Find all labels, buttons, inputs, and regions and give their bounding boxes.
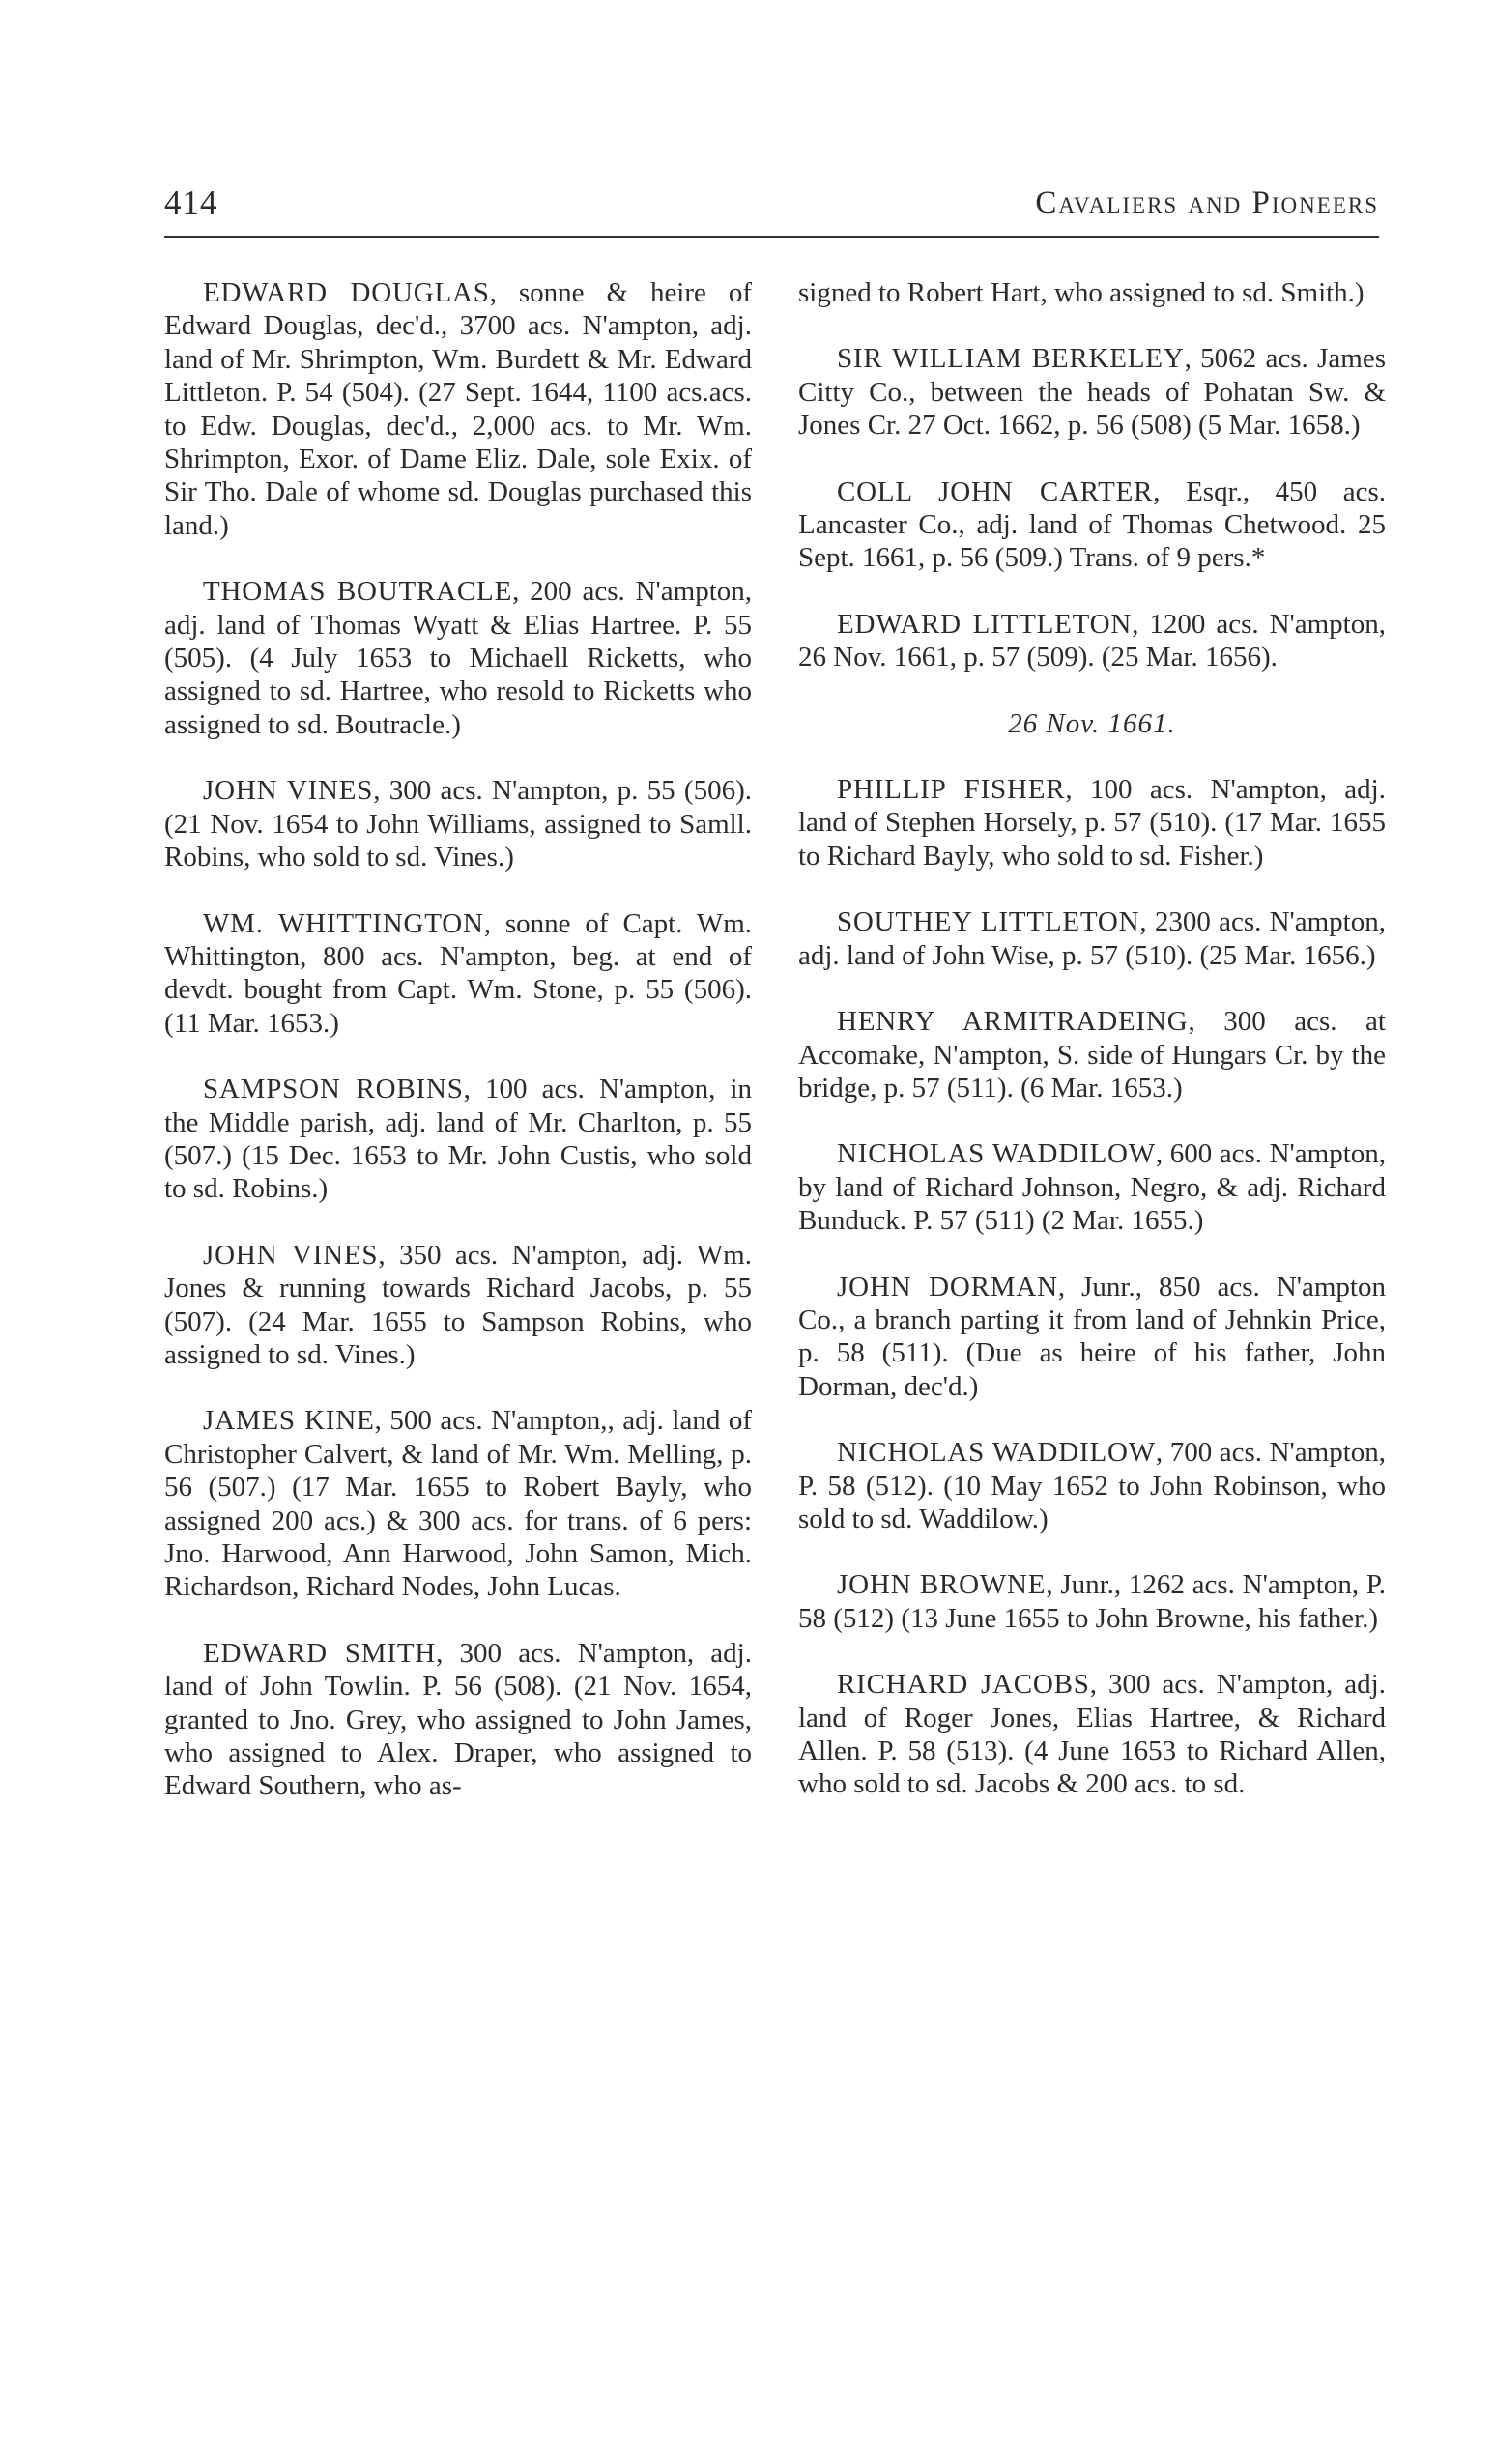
entry-continuation: signed to Robert Hart, who assigned to sd. Smith.) <box>798 277 1365 308</box>
entry-edward-littleton <box>798 608 1386 674</box>
entry-name: SAMPSON ROBINS <box>203 1074 464 1105</box>
entry-james-kine <box>164 1404 752 1603</box>
entry-text: , Junr., 1262 acs. N'ampton, P. 58 (512) (13 June 1655 to John Browne, his father.) <box>798 1569 1386 1634</box>
entry-name: NICHOLAS WADDILOW <box>837 1437 1156 1469</box>
entry-name: WM. WHITTINGTON <box>203 907 484 939</box>
entry-text: , 300 acs. N'ampton, adj. land of John Towlin. P. 56 (508). (21 Nov. 1654, granted to Jno. Grey, who assigned to John James, who assigned to Alex. Draper, who assigned to Edward Southern, who as- <box>164 1637 752 1802</box>
entry-john-vines-300 <box>164 774 752 874</box>
entry-text: , 200 acs. N'ampton, adj. land of Thomas Wyatt & Elias Hartree. P. 55 (505). (4 July 1653 to Michaell Ricketts, who assigned to sd. Hartree, who resold to Ricketts who assigned to sd. Boutracle.) <box>164 576 752 740</box>
entry-text: , sonne of Capt. Wm. Whittington, 800 acs. N'ampton, beg. at end of devdt. bought from Capt. Wm. Stone, p. 55 (506). (11 Mar. 1653.) <box>164 907 752 1039</box>
entry-name: JAMES KINE <box>203 1405 375 1437</box>
entry-name: NICHOLAS WADDILOW <box>837 1138 1156 1170</box>
entry-coll-john-carter <box>798 475 1386 575</box>
entry-text: , 5062 acs. James Citty Co., between the heads of Pohatan Sw. & Jones Cr. 27 Oct. 1662, p. 56 (508) (5 Mar. 1658.) <box>798 343 1386 442</box>
date-heading: 26 Nov. 1661. <box>1008 707 1176 739</box>
entry-sampson-robins <box>164 1073 752 1206</box>
entry-nicholas-waddilow-600 <box>798 1137 1386 1237</box>
entry-name: JOHN VINES <box>203 1239 379 1271</box>
entry-sir-william-berkeley <box>798 342 1386 442</box>
entry-text: , 2300 acs. N'ampton, adj. land of John Wise, p. 57 (510). (25 Mar. 1656.) <box>798 906 1386 971</box>
right-column <box>798 276 1386 1834</box>
entry-text: , 700 acs. N'ampton, P. 58 (512). (10 May 1652 to John Robinson, who sold to sd. Waddilow.) <box>798 1437 1386 1534</box>
entry-text: , 300 acs. at Accomake, N'ampton, S. side of Hungars Cr. by the bridge, p. 57 (511). (6 Mar. 1653.) <box>798 1006 1386 1103</box>
entry-thomas-boutracle <box>164 575 752 741</box>
entry-name: JOHN VINES <box>203 775 374 807</box>
entry-name: EDWARD DOUGLAS <box>203 277 490 308</box>
entry-text: , Esqr., 450 acs. Lancaster Co., adj. land of Thomas Chetwood. 25 Sept. 1661, p. 56 (509.) Trans. of 9 pers.* <box>798 475 1386 574</box>
entry-name: SIR WILLIAM BERKELEY <box>837 343 1185 375</box>
entry-name: HENRY ARMITRADEING <box>837 1006 1189 1038</box>
entry-name: SOUTHEY LITTLETON <box>837 906 1140 938</box>
entry-text: , 1200 acs. N'ampton, 26 Nov. 1661, p. 57 (509). (25 Mar. 1656). <box>798 608 1386 673</box>
entry-henry-armitradeing <box>798 1005 1386 1104</box>
entry-phillip-fisher <box>798 773 1386 873</box>
page-number: 414 <box>164 184 218 221</box>
entry-text: , 300 acs. N'ampton, p. 55 (506). (21 Nov. 1654 to John Williams, assigned to Samll. Robins, who sold to sd. Vines.) <box>164 775 752 874</box>
entry-edward-douglas <box>164 276 752 542</box>
entry-text: , Junr., 850 acs. N'ampton Co., a branch parting it from land of Jehnkin Price, p. 58 (511). (Due as heire of his father, John Dorman, dec'd.) <box>798 1271 1386 1402</box>
left-column <box>164 276 752 1836</box>
entry-nicholas-waddilow-700 <box>798 1436 1386 1535</box>
entry-text: , 500 acs. N'ampton,, adj. land of Christopher Calvert, & land of Mr. Wm. Melling, p. 56 (507.) (17 Mar. 1655 to Robert Bayly, who assigned 200 acs.) & 300 acs. for trans. of 6 pers: Jno. Harwood, Ann Harwood, John Samon, Mich. Richardson, Richard Nodes, John Lucas. <box>164 1405 752 1603</box>
entry-name: THOMAS BOUTRACLE <box>203 576 513 608</box>
entry-name: PHILLIP FISHER <box>837 774 1066 806</box>
entry-john-browne <box>798 1568 1386 1635</box>
entry-name: RICHARD JACOBS <box>837 1669 1090 1701</box>
entry-text: , 300 acs. N'ampton, adj. land of Roger Jones, Elias Hartree, & Richard Allen. P. 58 (513). (4 June 1653 to Richard Allen, who sold to sd. Jacobs & 200 acs. to sd. <box>798 1669 1386 1800</box>
entry-name: JOHN DORMAN <box>837 1271 1058 1303</box>
entry-wm-whittington <box>164 907 752 1041</box>
entry-john-vines-350 <box>164 1239 752 1372</box>
entry-text: , 600 acs. N'ampton, by land of Richard Johnson, Negro, & adj. Richard Bunduck. P. 57 (511) (2 Mar. 1655.) <box>798 1138 1386 1237</box>
entry-name: EDWARD SMITH <box>203 1637 437 1669</box>
entry-richard-jacobs <box>798 1668 1386 1801</box>
entry-john-dorman <box>798 1271 1386 1404</box>
running-head: Cavaliers and Pioneers <box>1035 186 1379 220</box>
entry-text: , 100 acs. N'ampton, in the Middle parish, adj. land of Mr. Charlton, p. 55 (507.) (15 Dec. 1653 to Mr. John Custis, who sold to sd. Robins.) <box>164 1074 752 1205</box>
header-rule <box>164 236 1379 238</box>
entry-name: COLL JOHN CARTER <box>837 475 1154 507</box>
entry-text: , sonne & heire of Edward Douglas, dec'd., 3700 acs. N'ampton, adj. land of Mr. Shrimpton, Wm. Burdett & Mr. Edward Littleton. P. 54 (504). (27 Sept. 1644, 1100 acs.acs. to Edw. Douglas, dec'd., 2,000 acs. to Mr. Wm. Shrimpton, Exor. of Dame Eliz. Dale, sole Exix. of Sir Tho. Dale of whome sd. Douglas purchased this land.) <box>164 277 752 541</box>
page-header <box>164 182 1379 232</box>
entry-name: EDWARD LITTLETON <box>837 608 1133 640</box>
entry-text: , 100 acs. N'ampton, adj. land of Stephen Horsely, p. 57 (510). (17 Mar. 1655 to Richard Bayly, who sold to sd. Fisher.) <box>798 774 1386 872</box>
entry-name: JOHN BROWNE <box>837 1569 1047 1601</box>
entry-edward-smith <box>164 1637 752 1803</box>
entry-southey-littleton <box>798 905 1386 972</box>
entry-text: , 350 acs. N'ampton, adj. Wm. Jones & running towards Richard Jacobs, p. 55 (507). (24 Mar. 1655 to Sampson Robins, who assigned to sd. Vines.) <box>164 1239 752 1370</box>
